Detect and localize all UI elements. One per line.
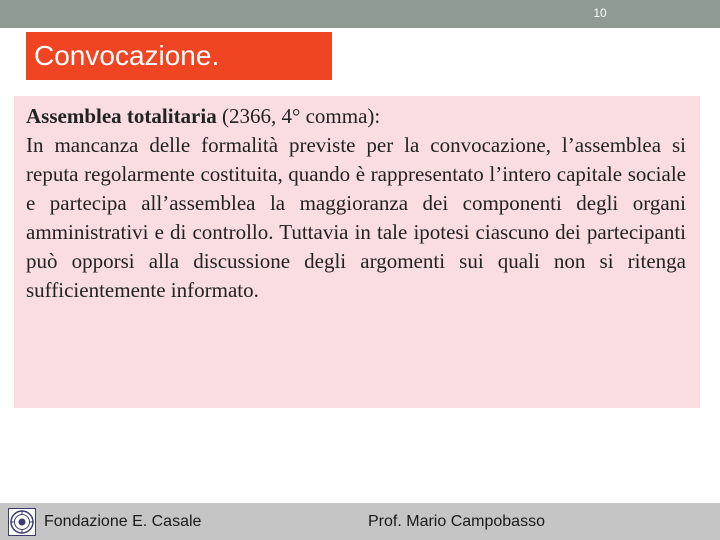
body-text bbox=[26, 102, 686, 305]
slide-title: Convocazione. bbox=[34, 40, 220, 71]
footer-bar bbox=[0, 503, 720, 540]
heading-bold: Assemblea totalitaria bbox=[26, 104, 217, 128]
content-box bbox=[14, 96, 700, 408]
page-number: 10 bbox=[593, 6, 607, 20]
heading-rest: (2366, 4° comma): bbox=[216, 104, 381, 128]
top-bar bbox=[0, 0, 720, 28]
title-box bbox=[26, 32, 332, 80]
footer-organization: Fondazione E. Casale bbox=[44, 513, 202, 530]
seal-logo-icon bbox=[8, 508, 36, 536]
footer-author: Prof. Mario Campobasso bbox=[368, 513, 545, 530]
paragraph: In mancanza delle formalità previste per la convocazione, l’assemblea si reputa regolarmente costituita, quando è rappresentato l’intero capitale sociale e partecipa all’assemblea la maggioranza dei componenti degli organi amministrativi e di controllo. Tuttavia in tale ipotesi ciascuno dei partecipanti può opporsi alla discussione degli argomenti sui quali non si ritenga sufficientemente informato. bbox=[26, 133, 686, 302]
heading-line bbox=[26, 102, 686, 131]
